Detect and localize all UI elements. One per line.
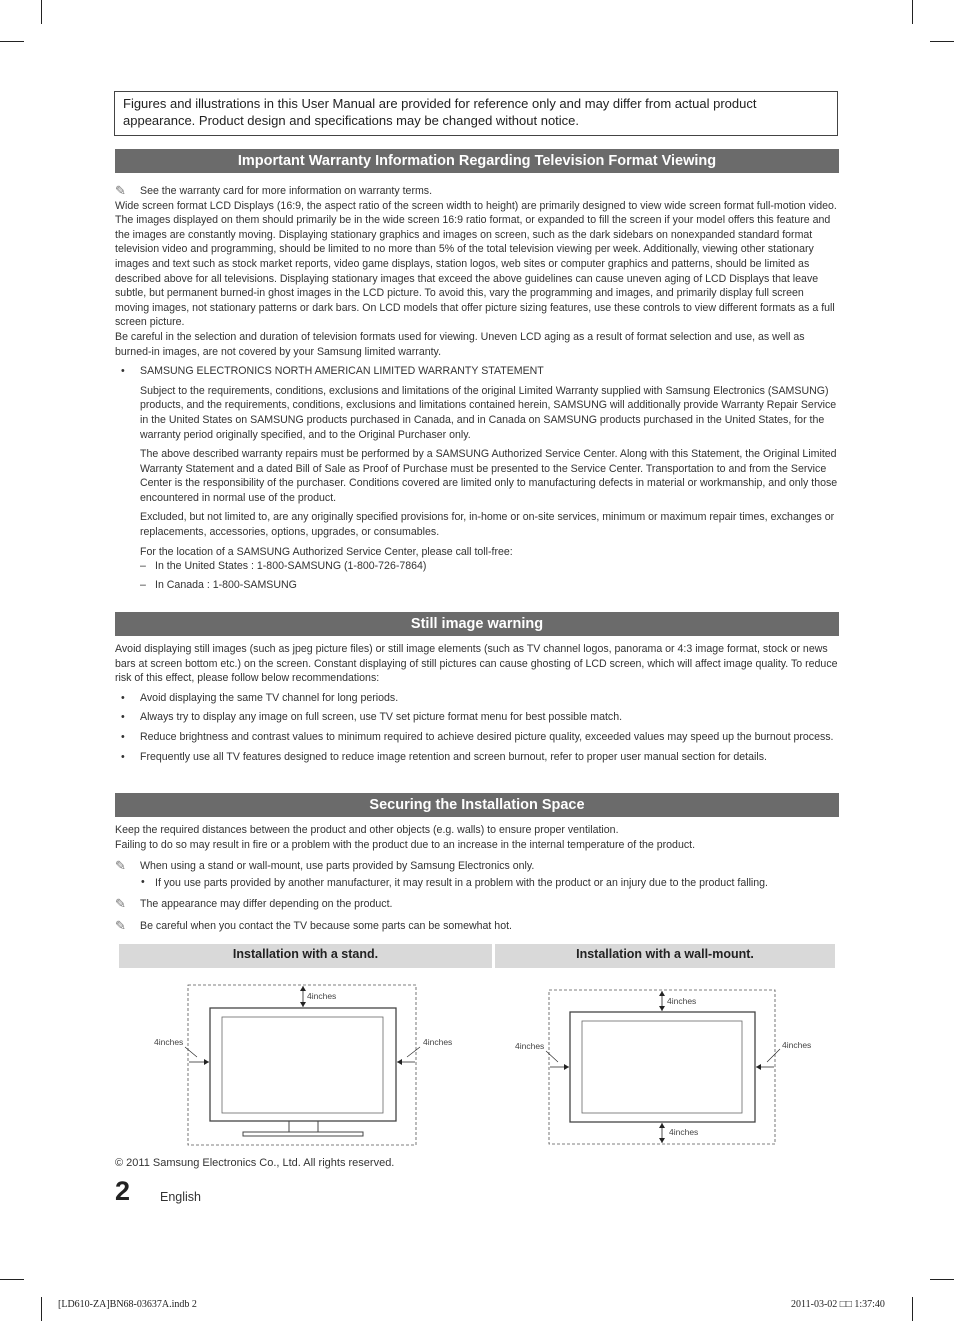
installation-note: ✎ The appearance may differ depending on the product. bbox=[115, 896, 393, 912]
still-image-bullet: • Reduce brightness and contrast values to minimum required to achieve desired picture quality, exceeded values may speed up the burnout process. bbox=[115, 730, 839, 745]
note-pencil-icon: ✎ bbox=[115, 858, 126, 874]
note-pencil-icon: ✎ bbox=[115, 917, 126, 933]
stand-install-header: Installation with a stand. bbox=[119, 944, 492, 968]
still-image-section-title: Still image warning bbox=[115, 612, 839, 636]
copyright-notice: © 2011 Samsung Electronics Co., Ltd. All rights reserved. bbox=[115, 1157, 395, 1169]
installation-note: ✎ Be careful when you contact the TV because some parts can be somewhat hot. bbox=[115, 917, 512, 933]
installation-section-body bbox=[115, 823, 839, 934]
distance-label-bottom: 4inches bbox=[669, 1127, 699, 1137]
crop-mark bbox=[0, 1279, 24, 1280]
print-file-label: [LD610-ZA]BN68-03637A.indb 2 bbox=[58, 1299, 197, 1310]
warranty-subparagraph: The above described warranty repairs must be performed by a SAMSUNG Authorized Service Center. Along with this Statement, the Original Limited Warranty Statement and a dated Bill of Sale as Proof of Purchase must be presented to the Service Center. Transportation to and from the Service Center is the responsibility of the purchaser. Conditions covered are limited only to manufacturing defects in material or workmanship, and only those encountered in normal use of the product. bbox=[140, 448, 838, 504]
installation-section-title: Securing the Installation Space bbox=[115, 793, 839, 817]
crop-mark bbox=[930, 1279, 954, 1280]
wall-install-header: Installation with a wall-mount. bbox=[495, 944, 835, 968]
phone-us: – In the United States : 1-800-SAMSUNG (1-800-726-7864) bbox=[140, 560, 427, 573]
stand-installation-diagram bbox=[145, 980, 453, 1148]
installation-line: Keep the required distances between the product and other objects (e.g. walls) to ensure proper ventilation. bbox=[115, 824, 619, 836]
warranty-paragraph: Be careful in the selection and duration of television formats used for viewing. Uneven LCD aging as a result of format selection and use, as well as burned-in images, are not covered by your Samsung limited warranty. bbox=[115, 330, 805, 358]
crop-mark bbox=[930, 41, 954, 42]
wall-mount-installation-diagram bbox=[510, 985, 810, 1149]
crop-mark bbox=[0, 41, 24, 42]
warranty-note: ✎ See the warranty card for more information on warranty terms. bbox=[115, 183, 433, 198]
warranty-bullet: • SAMSUNG ELECTRONICS NORTH AMERICAN LIMITED WARRANTY STATEMENT bbox=[115, 364, 839, 379]
distance-label-right: 4inches bbox=[782, 1040, 812, 1050]
page-number: 2 bbox=[115, 1176, 131, 1206]
warranty-section-title: Important Warranty Information Regarding Television Format Viewing bbox=[115, 149, 839, 173]
warranty-subparagraph: For the location of a SAMSUNG Authorized Service Center, please call toll-free: bbox=[140, 545, 513, 558]
crop-mark bbox=[41, 1297, 42, 1321]
warranty-paragraph: Wide screen format LCD Displays (16:9, the aspect ratio of the screen width to height) are primarily designed to view wide screen format full-motion video. The images displayed on them should primarily be in the wide screen 16:9 ratio format, or expanded to fill the screen if your model offers this feature and the images are constantly moving. Displaying stationary graphics and images on screen, such as the dark sidebars on nonexpanded standard format television video and programming, should be limited to no more than 5% of the total television viewing per week. Additionally, viewing other stationary images and text such as stock market reports, video game displays, station logos, web sites or computer graphics and patterns, should be limited as described above for all televisions. Displaying stationary images that exceed the above guidelines can cause uneven aging of LCD Displays that leave subtle, but permanent burned-in ghost images in the LCD picture. To avoid this, vary the programming and images, and primarily display full screen moving images, not stationary patterns or dark bars. On LCD models that offer picture sizing features, use these controls to view different formats as a full screen picture. bbox=[115, 199, 837, 329]
warranty-subparagraph: Excluded, but not limited to, are any originally specified provisions for, in-home or on-site services, minimum or maximum repair times, exchanges or replacements, accessories, options, upgrades, or consumables. bbox=[140, 511, 835, 539]
distance-label-right: 4inches bbox=[423, 1037, 453, 1047]
crop-mark bbox=[912, 1297, 913, 1321]
crop-mark bbox=[912, 0, 913, 24]
phone-canada: – In Canada : 1-800-SAMSUNG bbox=[140, 578, 297, 591]
warranty-section-body bbox=[115, 184, 839, 592]
installation-note: ✎ When using a stand or wall-mount, use parts provided by Samsung Electronics only. bbox=[115, 858, 535, 874]
still-image-intro: Avoid displaying still images (such as jpeg picture files) or still image elements (such as TV channel logos, panorama or 4:3 image format, stock or news bars at screen bottom etc.) on the screen. Constant displaying of still pictures can cause ghosting of LCD screen, which will affect image quality. To reduce risk of this effect, please follow below recommendations: bbox=[115, 643, 838, 685]
still-image-bullet: • Frequently use all TV features designed to reduce image retention and screen burnout, refer to proper user manual section for details. bbox=[115, 750, 839, 765]
still-image-bullet: • Avoid displaying the same TV channel for long periods. bbox=[115, 691, 839, 706]
print-timestamp: 2011-03-02 □□ 1:37:40 bbox=[791, 1299, 885, 1310]
installation-note-sub: • If you use parts provided by another manufacturer, it may result in a problem with the product or an injury due to the product falling. bbox=[115, 876, 839, 891]
page-language: English bbox=[160, 1190, 201, 1204]
installation-line: Failing to do so may result in fire or a problem with the product due to an increase in the internal temperature of the product. bbox=[115, 838, 696, 851]
crop-mark bbox=[41, 0, 42, 24]
note-pencil-icon: ✎ bbox=[115, 896, 126, 912]
distance-label-left: 4inches bbox=[154, 1037, 184, 1047]
disclaimer-notice: Figures and illustrations in this User Manual are provided for reference only and may differ from actual product appearance. Product design and specifications may be changed without notice. bbox=[114, 91, 838, 136]
distance-label-left: 4inches bbox=[515, 1041, 545, 1051]
still-image-bullet: • Always try to display any image on full screen, use TV set picture format menu for best possible match. bbox=[115, 710, 839, 725]
distance-label-top: 4inches bbox=[307, 991, 337, 1001]
distance-label-top: 4inches bbox=[667, 996, 697, 1006]
warranty-subparagraph: Subject to the requirements, conditions, exclusions and limitations of the original Limited Warranty supplied with Samsung Electronics (SAMSUNG) products, and the requirements, conditions, exclusions and limitations contained herein, SAMSUNG will additionally provide Warranty Repair Service in the United States on SAMSUNG products purchased in Canada, and in Canada on SAMSUNG products purchased in the United States, for the warranty period originally specified, and to the Original Purchaser only. bbox=[140, 384, 837, 441]
note-pencil-icon: ✎ bbox=[115, 183, 126, 198]
still-image-section-body bbox=[115, 642, 839, 769]
